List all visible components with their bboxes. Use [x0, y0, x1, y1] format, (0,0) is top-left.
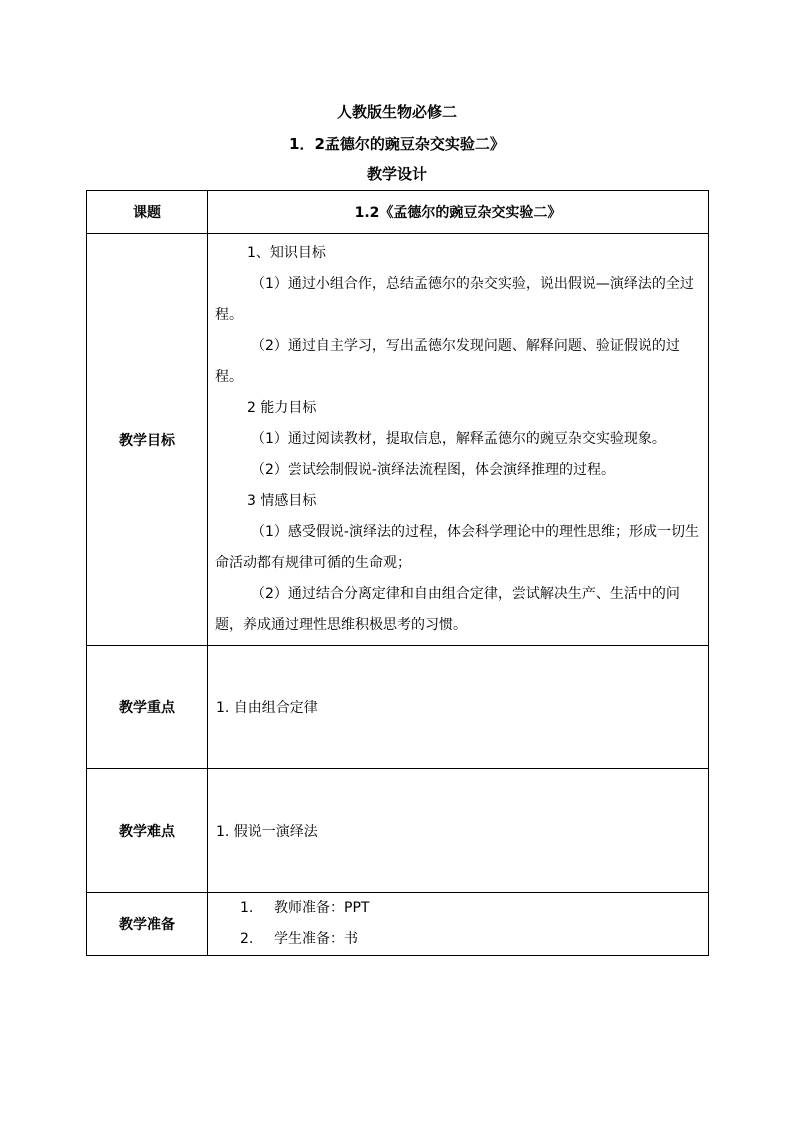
document-subtitle: 教学设计	[366, 165, 427, 183]
preparation-label: 教学准备	[87, 893, 208, 956]
knowledge-goal-item: （1）通过小组合作，总结孟德尔的杂交实验，说出假说—演绎法的全过程。	[215, 276, 694, 323]
key-points-label: 教学重点	[87, 646, 208, 769]
preparation-item	[240, 924, 708, 955]
table-row-topic	[87, 191, 709, 234]
lesson-title: 1．2孟德尔的豌豆杂交实验二》	[289, 135, 505, 153]
preparation-cell	[208, 893, 709, 956]
key-points-value: 1. 自由组合定律	[216, 700, 318, 716]
difficulties-cell	[208, 769, 709, 893]
knowledge-goal-item: （2）通过自主学习，写出孟德尔发现问题、解释问题、验证假说的过程。	[215, 338, 680, 385]
objectives-cell	[208, 234, 709, 646]
preparation-item-text: 教师准备：PPT	[274, 900, 370, 916]
document-title: 人教版生物必修二	[336, 103, 457, 121]
difficulties-value: 1. 假说一演绎法	[216, 823, 318, 840]
objectives-label: 教学目标	[87, 234, 208, 646]
lesson-plan-table	[86, 190, 709, 956]
difficulties-label: 教学难点	[87, 769, 208, 893]
ability-goal-item: （2）尝试绘制假说-演绎法流程图，体会演绎推理的过程。	[251, 462, 615, 478]
table-row-preparation	[87, 893, 709, 956]
emotion-goal-item: （1）感受假说-演绎法的过程，体会科学理论中的理性思维；形成一切生命活动都有规律可循的生命观；	[215, 524, 699, 571]
preparation-item-text: 学生准备：书	[274, 931, 358, 947]
preparation-item-number: 2.	[240, 931, 254, 947]
topic-label: 课题	[87, 191, 208, 234]
ability-goal-heading: 2 能力目标	[247, 400, 317, 416]
table-row-objectives	[87, 234, 709, 646]
knowledge-goal-heading: 1、知识目标	[247, 245, 326, 261]
topic-value: 1.2《孟德尔的豌豆杂交实验二》	[208, 191, 709, 234]
emotion-goal-heading: 3 情感目标	[247, 493, 317, 509]
preparation-item	[240, 893, 708, 924]
ability-goal-item: （1）通过阅读教材，提取信息，解释孟德尔的豌豆杂交实验现象。	[251, 431, 666, 447]
emotion-goal-item: （2）通过结合分离定律和自由组合定律，尝试解决生产、生活中的问题，养成通过理性思维积极思考的习惯。	[215, 586, 680, 633]
table-row-difficulties	[87, 769, 709, 893]
key-points-cell	[208, 646, 709, 769]
preparation-item-number: 1.	[240, 900, 254, 916]
table-row-key-points	[87, 646, 709, 769]
